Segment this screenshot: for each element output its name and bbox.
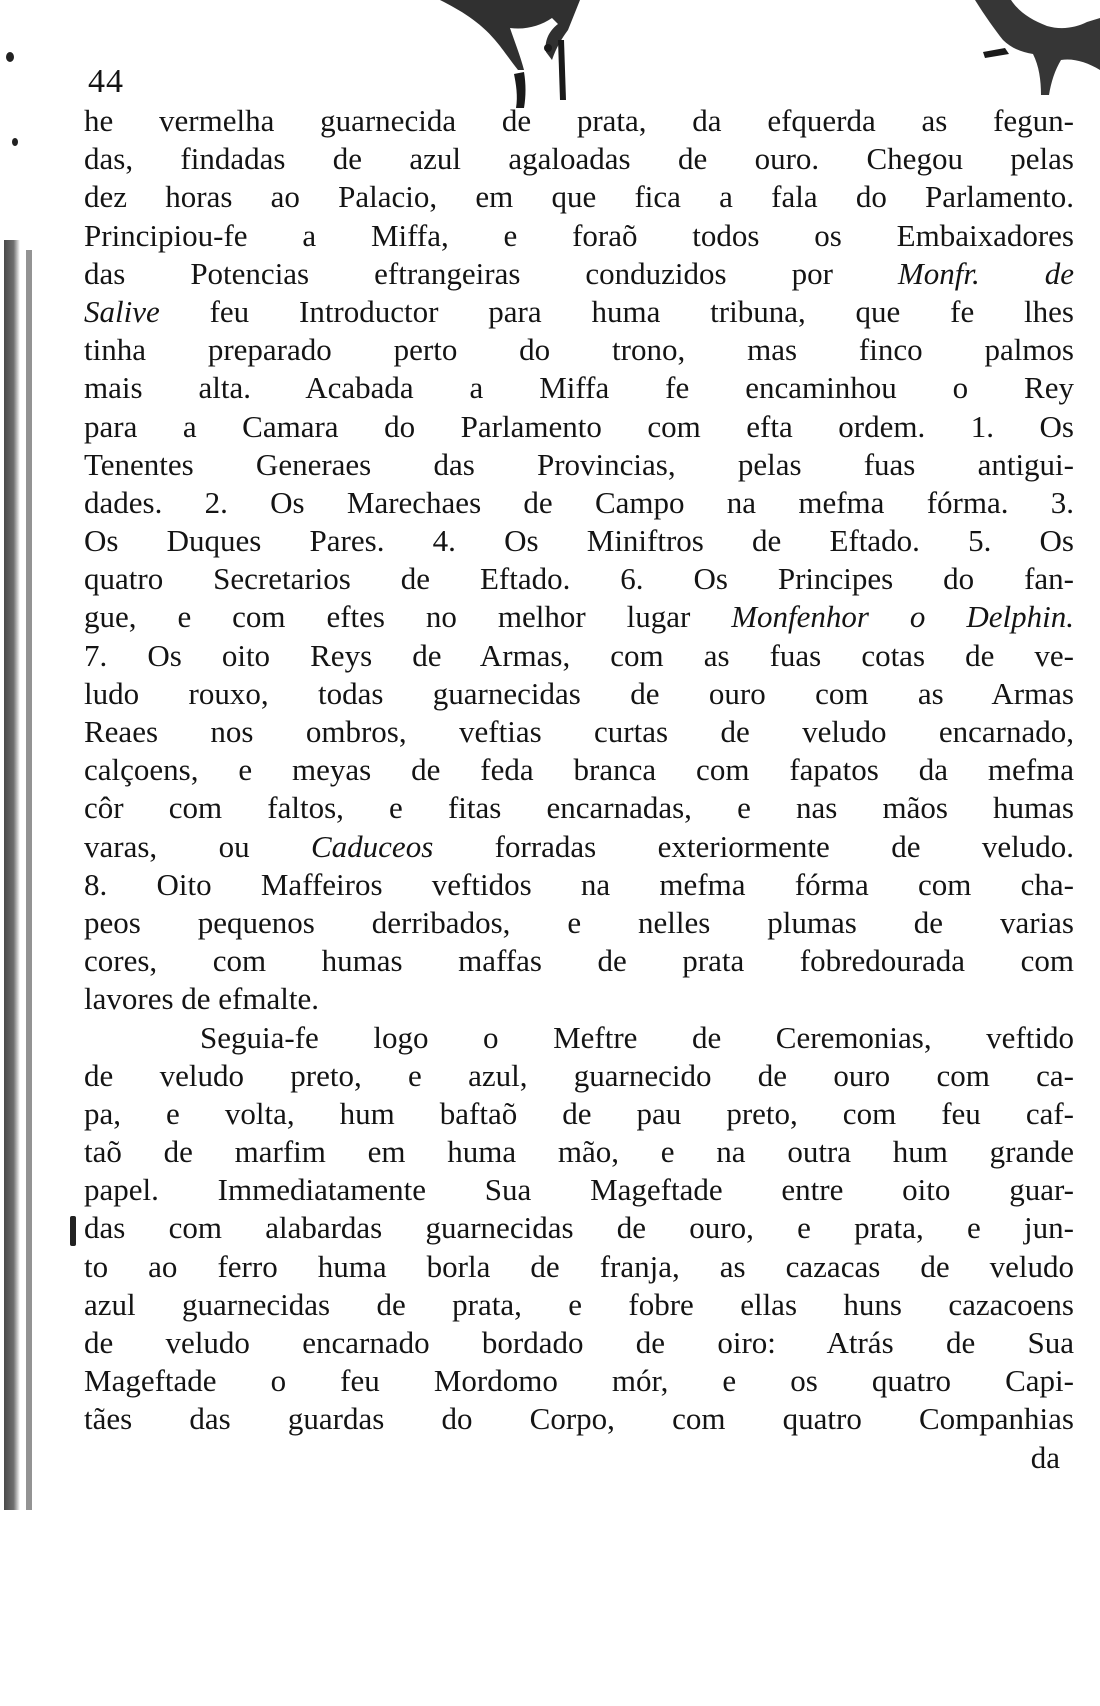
text-segment: 8. Oito Maffeiros veftidos na mefma fórma com cha- (84, 866, 1074, 902)
text-line (84, 369, 1074, 407)
ink-speck (6, 52, 14, 62)
text-line (84, 1095, 1074, 1133)
text-line (84, 1248, 1074, 1286)
ink-blot-ornament-icon (440, 0, 670, 110)
italic-segment: Salive (84, 293, 160, 329)
text-segment: dez horas ao Palacio, em que fica a fala do Parlamento. (84, 179, 1074, 215)
text-line (84, 1286, 1074, 1324)
text-segment: tães das guardas do Corpo, com quatro Companhias (84, 1401, 1074, 1437)
text-line (84, 866, 1074, 904)
text-line (84, 217, 1074, 255)
text-line (84, 293, 1074, 331)
text-segment: 7. Os oito Reys de Armas, com as fuas cotas de ve- (84, 637, 1074, 673)
italic-segment: Caduceos (311, 828, 434, 864)
text-segment: quatro Secretarios de Eftado. 6. Os Principes do fan- (84, 561, 1074, 597)
italic-segment: Monfr. de (897, 255, 1074, 291)
binding-shadow-inner (26, 250, 32, 1510)
text-segment: das, findadas de azul agaloadas de ouro. Chegou pelas (84, 141, 1074, 177)
text-segment: Os Duques Pares. 4. Os Miniftros de Eftado. 5. Os (84, 523, 1074, 559)
text-line (84, 102, 1074, 140)
text-segment: pa, e volta, hum baftaõ de pau preto, com feu caf- (84, 1095, 1074, 1131)
text-segment: cores, com humas maffas de prata fobredourada com (84, 943, 1074, 979)
ink-speck (70, 1216, 76, 1246)
text-line (84, 178, 1074, 216)
text-line (84, 637, 1074, 675)
text-segment: calçoens, e meyas de feda branca com fapatos da mefma (84, 752, 1074, 788)
text-segment: varas, ou (84, 828, 311, 864)
ink-blot-corner-icon (975, 0, 1100, 95)
text-line (84, 713, 1074, 751)
text-segment: ludo rouxo, todas guarnecidas de ouro com as Armas (84, 675, 1074, 711)
text-line (84, 1209, 1074, 1247)
ink-speck (12, 138, 18, 146)
text-line (84, 1324, 1074, 1362)
catchword: da (1030, 1439, 1060, 1475)
text-line (84, 675, 1074, 713)
text-segment: Mageftade o feu Mordomo mór, e os quatro Capi- (84, 1363, 1074, 1399)
text-segment: to ao ferro huma borla de franja, as cazacas de veludo (84, 1248, 1074, 1284)
text-line (84, 140, 1074, 178)
text-segment: lavores de efmalte. (84, 981, 319, 1017)
text-segment: tinha preparado perto do trono, mas finco palmos (84, 332, 1074, 368)
text-segment: Reaes nos ombros, veftias curtas de veludo encarnado, (84, 714, 1074, 749)
text-segment: papel. Immediatamente Sua Mageftade entre oito guar- (84, 1172, 1074, 1208)
text-line (84, 408, 1074, 446)
body-text (84, 102, 1074, 1477)
text-segment: mais alta. Acabada a Miffa fe encaminhou o Rey (84, 370, 1074, 406)
text-line (84, 980, 1074, 1018)
text-line (84, 255, 1074, 293)
page-number: 44 (88, 63, 124, 100)
text-line (84, 484, 1074, 522)
text-segment: côr com faltos, e fitas encarnadas, e nas mãos humas (84, 790, 1074, 826)
text-line (84, 446, 1074, 484)
text-segment: feu Introductor para huma tribuna, que fe lhes (159, 293, 1074, 329)
text-line (84, 1400, 1074, 1438)
text-line (84, 789, 1074, 827)
text-segment: de veludo preto, e azul, guarnecido de ouro com ca- (84, 1057, 1074, 1093)
text-segment: forradas exteriormente de veludo. (433, 828, 1075, 864)
text-segment: gue, e com eftes no melhor lugar (84, 599, 732, 635)
text-line (84, 828, 1074, 866)
text-segment: para a Camara do Parlamento com efta ordem. 1. Os (84, 408, 1074, 444)
text-segment: Principiou-fe a Miffa, e foraõ todos os Embaixadores (84, 217, 1074, 253)
text-segment: dades. 2. Os Marechaes de Campo na mefma fórma. 3. (84, 484, 1074, 520)
text-segment: peos pequenos derribados, e nelles plumas de varias (84, 904, 1074, 940)
text-line (84, 560, 1074, 598)
italic-segment: Monfenhor o Delphin. (731, 599, 1074, 635)
text-line (84, 1171, 1074, 1209)
text-segment: Seguia-fe logo o Meftre de Ceremonias, veftido (200, 1019, 1074, 1055)
text-line (84, 1133, 1074, 1171)
text-line (84, 598, 1074, 636)
text-segment: taõ de marfim em huma mão, e na outra hum grande (84, 1134, 1074, 1170)
text-line (84, 522, 1074, 560)
text-line (84, 904, 1074, 942)
text-segment: Tenentes Generaes das Provincias, pelas fuas antigui- (84, 446, 1074, 482)
text-segment: das Potencias eftrangeiras conduzidos por (84, 255, 898, 291)
text-segment: de veludo encarnado bordado de oiro: Atrás de Sua (84, 1325, 1074, 1360)
text-line (84, 1362, 1074, 1400)
text-segment: azul guarnecidas de prata, e fobre ellas huns cazacoens (84, 1286, 1074, 1322)
text-line (84, 942, 1074, 980)
text-segment: das com alabardas guarnecidas de ouro, e prata, e jun- (84, 1210, 1074, 1246)
binding-shadow (4, 240, 20, 1510)
text-line (84, 1019, 1074, 1057)
text-line (84, 751, 1074, 789)
text-segment: he vermelha guarnecida de prata, da efquerda as fegun- (84, 103, 1074, 138)
text-line (84, 1057, 1074, 1095)
text-line (84, 331, 1074, 369)
